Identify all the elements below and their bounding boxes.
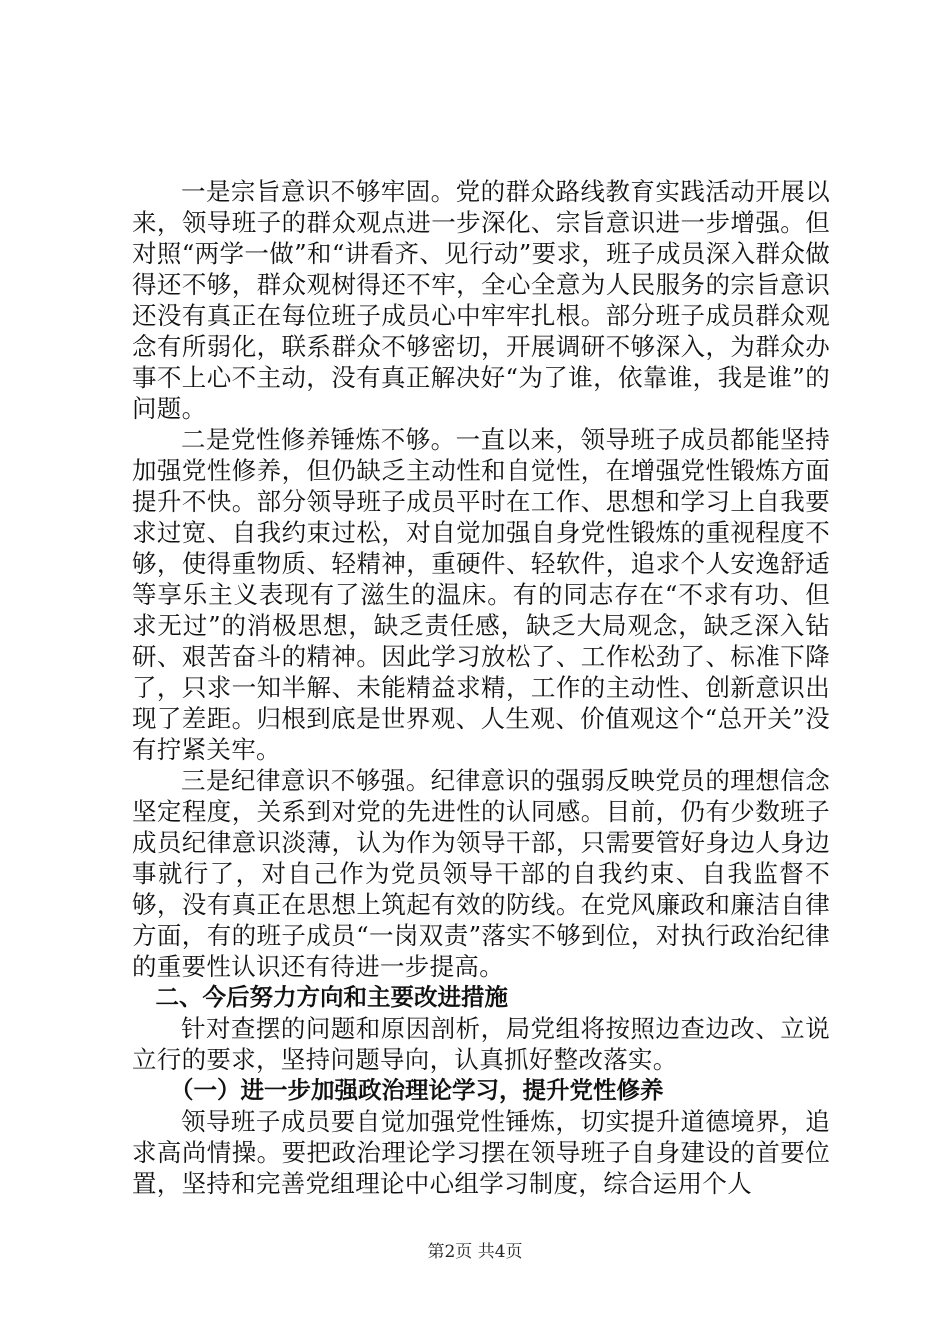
paragraph-discipline: 三是纪律意识不够强。纪律意识的强弱反映党员的理想信念坚定程度，关系到对党的先进性的认同感。目前，仍有少数班子成员纪律意识淡薄，认为作为领导干部，只需要管好身边人身边事就行了，对自己作为党员领导干部的自我约束、自我监督不够，没有真正在思想上筑起有效的防线。在党风廉政和廉洁自律方面，有的班子成员“一岗双责”落实不够到位，对执行政治纪律的重要性认识还有待进一步提高。 xyxy=(132,766,830,981)
paragraph-purpose-awareness: 一是宗旨意识不够牢固。党的群众路线教育实践活动开展以来，领导班子的群众观点进一步深化、宗旨意识进一步增强。但对照“两学一做”和“讲看齐、见行动”要求，班子成员深入群众做得还不够，群众观树得还不牢，全心全意为人民服务的宗旨意识还没有真正在每位班子成员心中牢牢扎根。部分班子成员群众观念有所弱化，联系群众不够密切，开展调研不够深入，为群众办事不上心不主动，没有真正解决好“为了谁，依靠谁，我是谁”的问题。 xyxy=(132,177,830,423)
section-intro: 针对查摆的问题和原因剖析，局党组将按照边查边改、立说立行的要求，坚持问题导向，认真抓好整改落实。 xyxy=(132,1014,830,1074)
paragraph-party-spirit: 二是党性修养锤炼不够。一直以来，领导班子成员都能坚持加强党性修养，但仍缺乏主动性和自觉性，在增强党性锻炼方面提升不快。部分领导班子成员平时在工作、思想和学习上自我要求过宽、自我约束过松，对自觉加强自身党性锻炼的重视程度不够，使得重物质、轻精神，重硬件、轻软件，追求个人安逸舒适等享乐主义表现有了滋生的温床。有的同志存在“不求有功、但求无过”的消极思想，缺乏责任感，缺乏大局观念，缺乏深入钻研、艰苦奋斗的精神。因此学习放松了、工作松劲了、标准下降了，只求一知半解、未能精益求精，工作的主动性、创新意识出现了差距。归根到底是世界观、人生观、价值观这个“总开关”没有拧紧关牢。 xyxy=(132,425,830,764)
section-heading: 二、今后努力方向和主要改进措施 xyxy=(155,983,508,1011)
document-body xyxy=(132,176,830,1199)
page-number-footer: 第2页 共4页 xyxy=(427,1242,523,1262)
subsection-heading: （一）进一步加强政治理论学习，提升党性修养 xyxy=(170,1076,664,1104)
subsection-body: 领导班子成员要自觉加强党性锤炼，切实提升道德境界，追求高尚情操。要把政治理论学习摆在领导班子自身建设的首要位置，坚持和完善党组理论中心组学习制度，综合运用个人 xyxy=(132,1107,830,1198)
